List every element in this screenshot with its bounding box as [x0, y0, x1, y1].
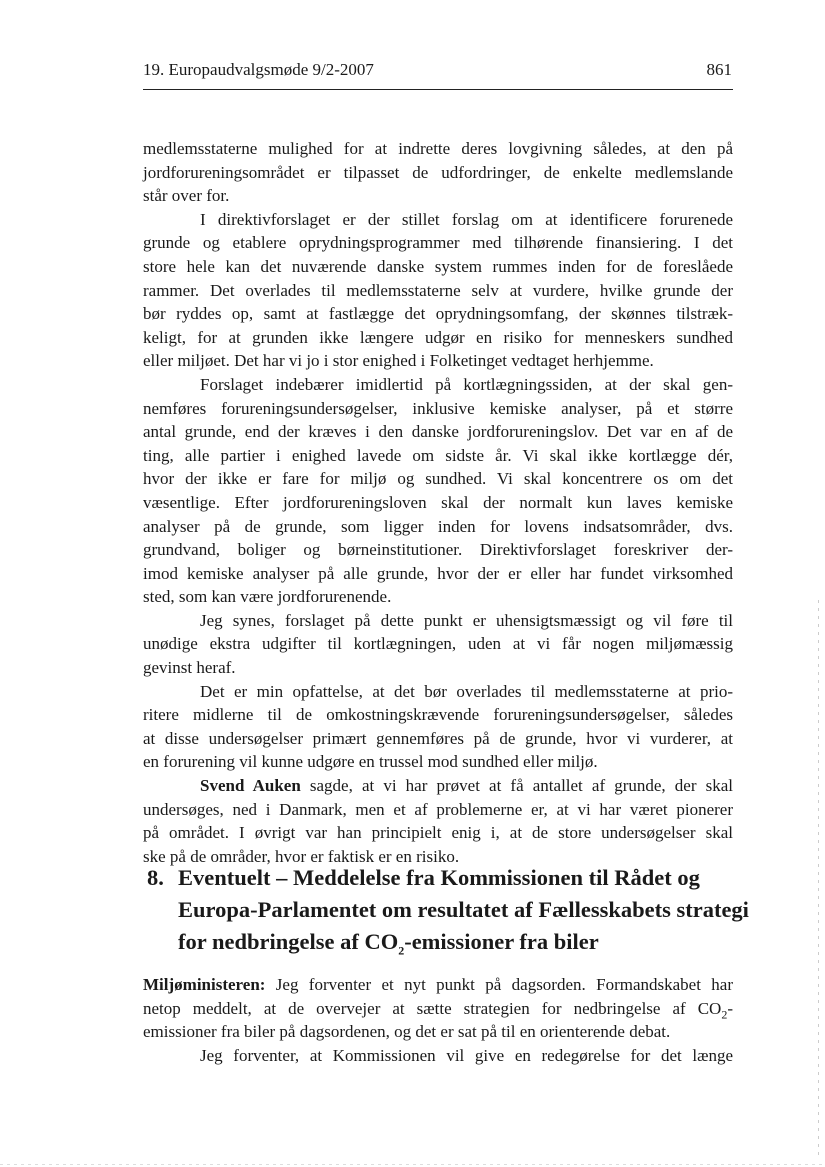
text-run: store hele kan det nuværende danske system rummes inden for de foreslåede [143, 256, 733, 276]
text-line [143, 137, 733, 161]
paragraph [143, 973, 733, 1044]
text-line [143, 821, 733, 845]
text-line [143, 349, 733, 373]
section-heading [147, 862, 749, 958]
heading-line [147, 862, 737, 894]
text-run: for nedbringelse af CO [178, 929, 399, 954]
text-line [143, 231, 733, 255]
paragraph [143, 208, 733, 373]
text-run: analyser på de grunde, som ligger inden for lovens indsatsområder, dvs. [143, 516, 733, 536]
text-line [143, 397, 733, 421]
text-line [143, 997, 733, 1021]
text-line [143, 727, 733, 751]
text-run: netop meddelt, at de overvejer at sætte strategien for nedbringelse af CO [143, 998, 722, 1018]
text-line [143, 302, 733, 326]
paragraph [143, 774, 733, 868]
text-run: eller miljøet. Det har vi jo i stor enighed i Folketinget vedtaget herhjemme. [143, 351, 654, 371]
text-run: Europa-Parlamentet om resultatet af Fællesskabets strategi [178, 897, 749, 922]
text-line [143, 326, 733, 350]
text-line [143, 444, 733, 468]
text-line [143, 973, 733, 997]
text-line [143, 208, 733, 232]
text-run: Forslaget indebærer imidlertid på kortlægningssiden, at der skal gen- [200, 374, 733, 394]
text-line [143, 656, 733, 680]
subscript: 2 [398, 943, 405, 958]
text-line [143, 609, 733, 633]
text-line [143, 538, 733, 562]
text-run: bør ryddes op, samt at fastlægge det oprydningsomfang, der skønnes tilstræk- [143, 304, 733, 324]
text-run: hvor der ikke er fare for miljø og sundhed. Vi skal koncentrere os om det [143, 469, 733, 489]
text-run: nemføres forureningsundersøgelser, inklusive kemiske analyser, på et større [143, 398, 733, 418]
text-run: grundvand, boliger og børneinstitutioner. Direktivforslaget foreskriver der- [143, 540, 733, 560]
scan-edge [818, 600, 819, 1160]
paragraph [143, 373, 733, 609]
text-run: Jeg forventer et nyt punkt på dagsorden. Formandskabet har [265, 975, 733, 994]
page-number: 861 [706, 60, 732, 79]
text-run: imod kemiske analyser på alle grunde, hvor der er eller har fundet virksomhed [143, 563, 733, 583]
text-run: ting, alle partier i enighed lavede om sidste år. Vi skal ikke kortlægge dér, [143, 445, 733, 465]
text-line [143, 585, 733, 609]
body-text [143, 137, 733, 868]
text-run: rammer. Det overlades til medlemsstaterne selv at vurdere, hvilke grunde der [143, 280, 733, 300]
text-line [143, 373, 733, 397]
text-run: væsentlige. Efter jordforureningsloven skal der normalt kun laves kemiske [143, 492, 733, 512]
text-run: på området. I øvrigt var han principielt enig i, at de store undersøgelser skal [143, 823, 733, 843]
text-run: undersøges, ned i Danmark, men et af problemerne er, at vi har været pionerer [143, 799, 733, 819]
text-line [143, 1020, 733, 1044]
speaker-name: Svend Auken [200, 776, 301, 796]
text-run: sagde, at vi har prøvet at få antallet af grunde, der skal [300, 776, 733, 796]
paragraph [143, 609, 733, 680]
text-run: at disse undersøgelser primært gennemføres på de grunde, hvor vi vurderer, at [143, 728, 733, 748]
text-line [143, 632, 733, 656]
text-run: emissioner fra biler på dagsordenen, og det er sat på til en orienterende debat. [143, 1022, 671, 1042]
text-run: jordforureningsområdet er tilpasset de udfordringer, de enkelte medlemslande [143, 162, 733, 182]
running-header-title: 19. Europaudvalgsmøde 9/2-2007 [143, 60, 374, 79]
text-run: står over for. [143, 186, 230, 206]
text-run: Jeg synes, forslaget på dette punkt er uhensigtsmæssigt og vil føre til [200, 610, 733, 630]
text-line [143, 515, 733, 539]
text-line [143, 467, 733, 491]
text-run: gevinst heraf. [143, 658, 236, 678]
body-text-section-8 [143, 973, 733, 1067]
text-run: antal grunde, end der kræves i den danske jordforureningslov. Det var en af de [143, 422, 733, 442]
text-line [143, 703, 733, 727]
text-run: I direktivforslaget er der stillet forslag om at identificere forurenede [200, 209, 733, 229]
text-line [143, 279, 733, 303]
paragraph [143, 1044, 733, 1068]
paragraph [143, 137, 733, 208]
text-line [143, 750, 733, 774]
text-line [143, 184, 733, 208]
text-run: Eventuelt – Meddelelse fra Kommissionen til Rådet og [178, 865, 700, 890]
text-line [143, 491, 733, 515]
text-run: en forurening vil kunne udgøre en trussel mod sundhed eller miljø. [143, 752, 598, 772]
text-run: Jeg forventer, at Kommissionen vil give en redegørelse for det længe [200, 1045, 733, 1065]
text-line [143, 798, 733, 822]
section-number: 8. [147, 865, 164, 890]
text-run: medlemsstaterne mulighed for at indrette deres lovgivning således, at den på [143, 139, 733, 158]
text-run: Det er min opfattelse, at det bør overlades til medlemsstaterne at prio- [200, 681, 733, 701]
text-run: unødige ekstra udgifter til kortlægningen, uden at vi får nogen miljømæssig [143, 634, 733, 654]
text-run: grunde og etablere oprydningsprogrammer med tilhørende finansiering. I det [143, 233, 733, 253]
text-line [143, 1044, 733, 1068]
text-run: keligt, for at grunden ikke længere udgør en risiko for menneskers sundhed [143, 327, 733, 347]
speaker-name: Miljøministeren: [143, 975, 266, 994]
text-run: -emissioner fra biler [404, 929, 599, 954]
text-run: - [727, 998, 733, 1018]
heading-line [147, 894, 749, 926]
paragraph [143, 680, 733, 774]
text-run: ske på de områder, hvor er faktisk er en risiko. [143, 846, 460, 866]
header-rule [143, 89, 733, 90]
text-line [143, 161, 733, 185]
text-line [143, 680, 733, 704]
subscript: 2 [721, 1006, 728, 1021]
heading-line [147, 926, 737, 958]
text-line [143, 255, 733, 279]
text-line [143, 420, 733, 444]
text-run: ritere midlerne til de omkostningskrævende forureningsundersøgelser, således [143, 705, 733, 725]
scan-bottom-edge [0, 1164, 825, 1165]
text-run: sted, som kan være jordforurenende. [143, 587, 392, 607]
text-line [143, 562, 733, 586]
text-line [143, 774, 733, 798]
